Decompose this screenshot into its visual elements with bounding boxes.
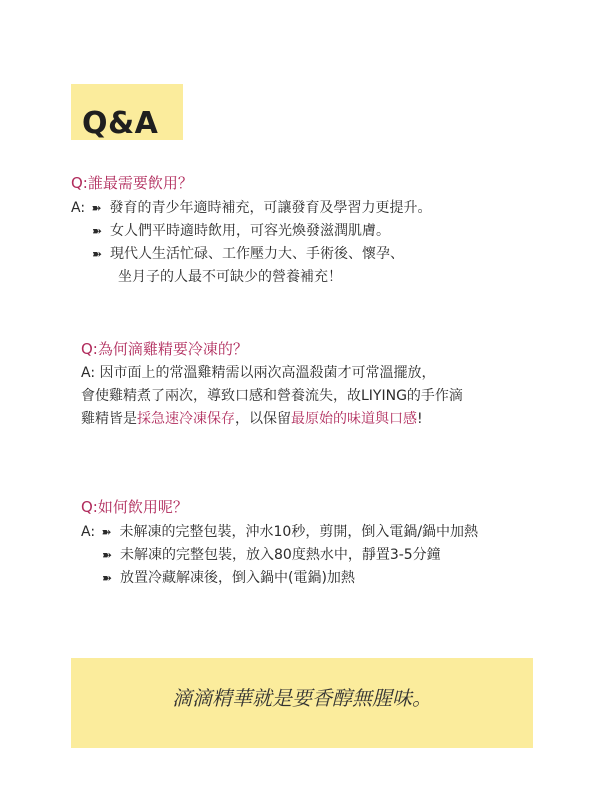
- arrow-icon: ➽: [91, 247, 103, 261]
- highlight-frozen: 採急速冷凍保存: [137, 411, 235, 427]
- question-1: Q:誰最需要飲用？: [71, 174, 193, 192]
- answer-1-line-2: ➽ 女人們平時適時飲用，可容光煥發滋潤肌膚。: [90, 220, 390, 242]
- question-2: Q:為何滴雞精要冷凍的？: [81, 340, 248, 358]
- arrow-icon: ➽: [91, 224, 103, 238]
- answer-3-line-3: ➽ 放置冷藏解凍後，倒入鍋中(電鍋)加熱: [100, 567, 355, 589]
- arrow-icon: ➽: [101, 571, 113, 585]
- arrow-icon: ➽: [91, 201, 102, 215]
- arrow-icon: ➽: [101, 525, 112, 539]
- answer-2-line-1: A: 因市面上的常溫雞精需以兩次高溫殺菌才可常溫擺放，: [81, 365, 436, 381]
- answer-1-line-3: ➽ 現代人生活忙碌、工作壓力大、手術後、懷孕、: [90, 243, 404, 265]
- answer-1-line-4: 坐月子的人最不可缺少的營養補充！: [118, 269, 342, 285]
- answer-3-line-2: ➽ 未解凍的完整包裝，放入80度熱水中，靜置3-5分鐘: [100, 544, 441, 566]
- highlight-original-taste: 最原始的味道與口感: [291, 411, 417, 427]
- answer-2-line-3: 雞精皆是採急速冷凍保存，以保留最原始的味道與口感!: [81, 411, 423, 427]
- arrow-icon: ➽: [101, 548, 113, 562]
- answer-prefix: A:: [71, 200, 86, 216]
- footer-note: 滴滴精華就是要香醇無腥味。: [172, 686, 432, 710]
- answer-3-line-1: A: ➽ 未解凍的完整包裝，沖水10秒，剪開，倒入電鍋/鍋中加熱: [81, 521, 478, 543]
- answer-prefix: A:: [81, 524, 96, 540]
- answer-2-line-2: 會使雞精煮了兩次，導致口感和營養流失，故LIYING的手作滴: [81, 388, 463, 404]
- answer-1-line-1: A: ➽ 發育的青少年適時補充，可讓發育及學習力更提升。: [71, 197, 432, 219]
- page-title: Q&A: [82, 106, 159, 141]
- question-3: Q:如何飲用呢？: [81, 498, 188, 516]
